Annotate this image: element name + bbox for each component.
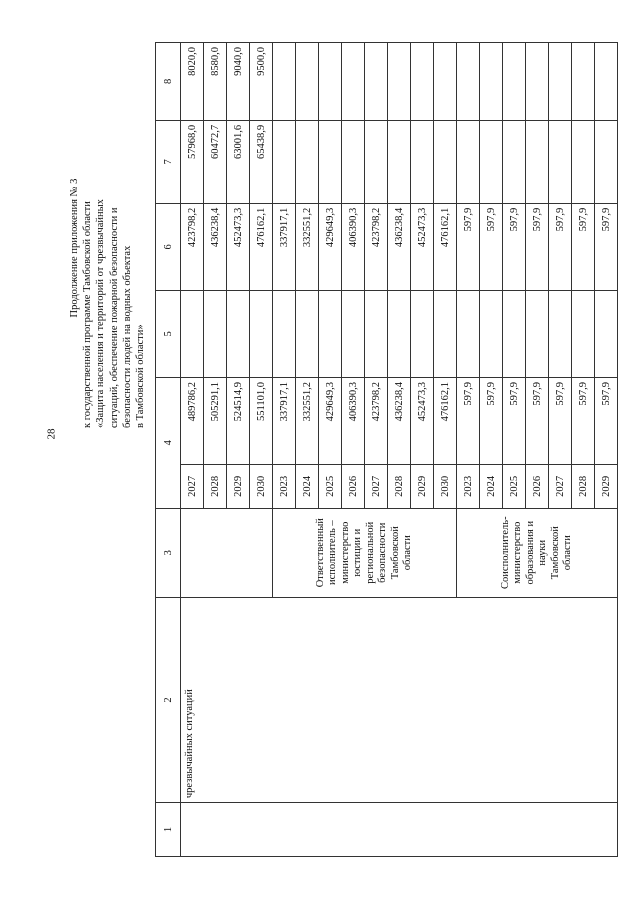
cell-c8 [319, 43, 342, 121]
cell-c7 [365, 120, 388, 203]
col-header: 6 [156, 203, 181, 290]
header-line: ситуаций, обеспечение пожарной безопасности и [108, 207, 120, 428]
cell-c6: 597,9 [549, 203, 572, 290]
cell-c8 [434, 43, 457, 121]
cell-year: 2027 [549, 465, 572, 509]
header-line: к государственной программе Тамбовской области [82, 201, 94, 428]
header-line: в Тамбовской области» [135, 324, 147, 428]
cell-year: 2029 [411, 465, 434, 509]
cell-c4: 429649,3 [319, 377, 342, 464]
cell-c8 [273, 43, 296, 121]
cell-c5 [549, 290, 572, 377]
cell-c5 [319, 290, 342, 377]
cell-executor [181, 508, 273, 597]
cell-c4: 597,9 [526, 377, 549, 464]
cell-c8 [572, 43, 595, 121]
cell-year: 2027 [181, 465, 204, 509]
cell-c6: 597,9 [595, 203, 618, 290]
cell-c5 [273, 290, 296, 377]
col-header: 3 [156, 508, 181, 597]
cell-c5 [365, 290, 388, 377]
cell-year: 2030 [434, 465, 457, 509]
cell-c5 [227, 290, 250, 377]
cell-c4: 597,9 [572, 377, 595, 464]
col-header: 4 [156, 377, 181, 508]
cell-c6: 597,9 [503, 203, 526, 290]
col-header: 1 [156, 803, 181, 857]
cell-c8: 8020,0 [181, 43, 204, 121]
cell-year: 2025 [319, 465, 342, 509]
cell-c7 [503, 120, 526, 203]
cell-c7 [296, 120, 319, 203]
cell-year: 2029 [595, 465, 618, 509]
cell-c8 [365, 43, 388, 121]
cell-year: 2024 [296, 465, 319, 509]
cell-c6: 436238,4 [388, 203, 411, 290]
cell-c6: 429649,3 [319, 203, 342, 290]
header-line: «Защита населения и территорий от чрезвычайных [95, 199, 107, 428]
cell-c5 [503, 290, 526, 377]
program-table [155, 42, 618, 857]
cell-col2: чрезвычайных ситуаций [181, 597, 618, 802]
cell-c6: 452473,3 [411, 203, 434, 290]
cell-year: 2027 [365, 465, 388, 509]
cell-c4: 597,9 [480, 377, 503, 464]
cell-c4: 505291,1 [204, 377, 227, 464]
table-row [181, 43, 204, 857]
cell-c8 [296, 43, 319, 121]
cell-c7 [434, 120, 457, 203]
cell-c6: 597,9 [457, 203, 480, 290]
cell-year: 2025 [503, 465, 526, 509]
cell-year: 2023 [273, 465, 296, 509]
cell-year: 2026 [526, 465, 549, 509]
cell-year: 2028 [388, 465, 411, 509]
cell-executor: Соисполнитель- министерство образования и науки Тамбовской области [457, 508, 618, 597]
cell-c8 [411, 43, 434, 121]
cell-c5 [457, 290, 480, 377]
table-body [181, 43, 618, 857]
appendix-header [68, 68, 164, 428]
col-header: 2 [156, 597, 181, 802]
col-header: 7 [156, 120, 181, 203]
cell-c4: 597,9 [549, 377, 572, 464]
cell-c6: 597,9 [526, 203, 549, 290]
cell-c7 [273, 120, 296, 203]
cell-c8 [480, 43, 503, 121]
cell-c5 [572, 290, 595, 377]
cell-year: 2026 [342, 465, 365, 509]
cell-c5 [388, 290, 411, 377]
cell-c7 [411, 120, 434, 203]
cell-c7: 65438,9 [250, 120, 273, 203]
cell-c4: 406390,3 [342, 377, 365, 464]
cell-c4: 452473,3 [411, 377, 434, 464]
cell-c5 [526, 290, 549, 377]
cell-year: 2023 [457, 465, 480, 509]
cell-c6: 423798,2 [181, 203, 204, 290]
cell-year: 2024 [480, 465, 503, 509]
cell-c5 [296, 290, 319, 377]
cell-c8: 8580,0 [204, 43, 227, 121]
cell-c7 [526, 120, 549, 203]
page-number: 28 [45, 428, 58, 440]
cell-year: 2029 [227, 465, 250, 509]
cell-c7 [595, 120, 618, 203]
cell-c8 [549, 43, 572, 121]
cell-c4: 489786,2 [181, 377, 204, 464]
cell-c8 [342, 43, 365, 121]
cell-c5 [342, 290, 365, 377]
cell-c6: 476162,1 [434, 203, 457, 290]
cell-c6: 436238,4 [204, 203, 227, 290]
cell-c5 [204, 290, 227, 377]
cell-c6: 452473,3 [227, 203, 250, 290]
cell-c8 [526, 43, 549, 121]
cell-c7 [388, 120, 411, 203]
cell-c5 [434, 290, 457, 377]
cell-c4: 597,9 [503, 377, 526, 464]
cell-year: 2030 [250, 465, 273, 509]
header-row [156, 43, 181, 857]
cell-c8: 9500,0 [250, 43, 273, 121]
cell-c5 [595, 290, 618, 377]
cell-c6: 406390,3 [342, 203, 365, 290]
cell-c4: 551101,0 [250, 377, 273, 464]
cell-c8 [595, 43, 618, 121]
col-header: 5 [156, 290, 181, 377]
cell-c4: 423798,2 [365, 377, 388, 464]
cell-c4: 332551,2 [296, 377, 319, 464]
cell-c7 [572, 120, 595, 203]
cell-c4: 524514,9 [227, 377, 250, 464]
cell-c4: 436238,4 [388, 377, 411, 464]
cell-c8 [457, 43, 480, 121]
cell-c4: 476162,1 [434, 377, 457, 464]
cell-year: 2028 [572, 465, 595, 509]
cell-c5 [181, 290, 204, 377]
cell-c4: 597,9 [595, 377, 618, 464]
cell-c8: 9040,0 [227, 43, 250, 121]
cell-c5 [411, 290, 434, 377]
cell-c7 [480, 120, 503, 203]
cell-c6: 476162,1 [250, 203, 273, 290]
cell-c7 [342, 120, 365, 203]
cell-c8 [503, 43, 526, 121]
col-header: 8 [156, 43, 181, 121]
cell-c7: 57968,0 [181, 120, 204, 203]
cell-c7 [319, 120, 342, 203]
header-title: Продолжение приложения № 3 [69, 178, 80, 318]
cell-c4: 337917,1 [273, 377, 296, 464]
cell-c7 [549, 120, 572, 203]
cell-c6: 332551,2 [296, 203, 319, 290]
program-table-sheet [155, 42, 620, 857]
cell-executor: Ответственный исполнитель – министерство юстиции и региональной безопасности Тамбовской области [273, 508, 457, 597]
cell-c8 [388, 43, 411, 121]
header-line: безопасности людей на водных объектах [121, 245, 133, 428]
cell-c7 [457, 120, 480, 203]
cell-c4: 597,9 [457, 377, 480, 464]
cell-c5 [480, 290, 503, 377]
cell-c5 [250, 290, 273, 377]
cell-c6: 597,9 [572, 203, 595, 290]
cell-c7: 63001,6 [227, 120, 250, 203]
cell-c6: 337917,1 [273, 203, 296, 290]
cell-c7: 60472,7 [204, 120, 227, 203]
cell-col1 [181, 803, 618, 857]
cell-c6: 423798,2 [365, 203, 388, 290]
cell-year: 2028 [204, 465, 227, 509]
cell-c6: 597,9 [480, 203, 503, 290]
